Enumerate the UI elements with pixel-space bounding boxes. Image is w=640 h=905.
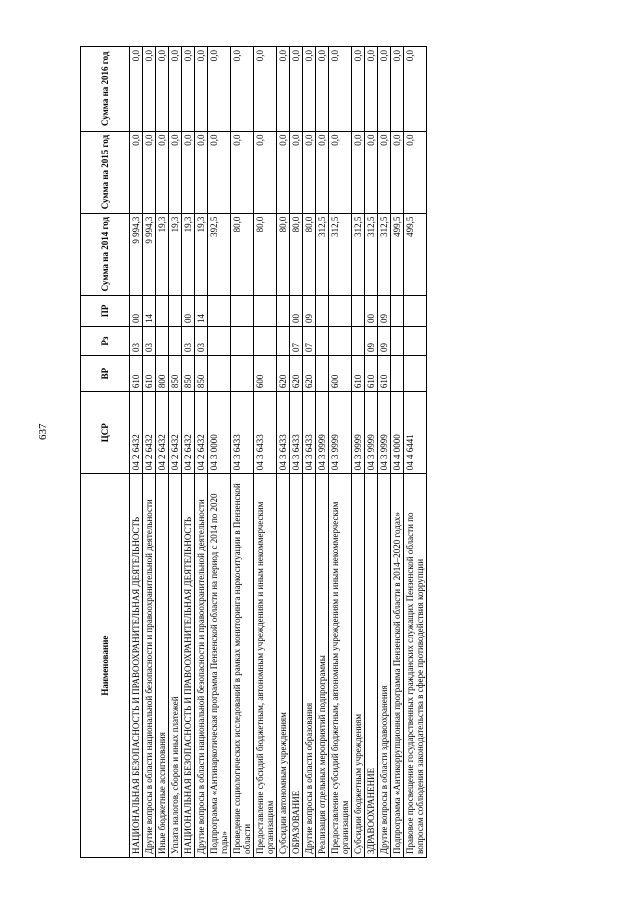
- cell-pr: [404, 295, 427, 326]
- cell-sum-2016: 0,0: [195, 47, 208, 132]
- cell-pr: [231, 295, 254, 326]
- cell-rz: [254, 327, 277, 356]
- cell-sum-2016: 0,0: [130, 47, 143, 132]
- cell-name: Правовое просвещение государственных гражданских служащих Пензенской области по вопросам соблюдения законодательства в сфере противодействия коррупции: [404, 474, 427, 858]
- cell-sum-2014: 19,3: [156, 213, 169, 295]
- header-sum-2016: Сумма на 2016 год: [81, 47, 130, 132]
- cell-sum-2015: 0,0: [365, 131, 378, 213]
- table-row: [208, 47, 231, 858]
- cell-vr: [208, 355, 231, 391]
- header-vr: ВР: [81, 355, 130, 391]
- table-row: [303, 47, 316, 858]
- cell-pr: 00: [182, 295, 195, 326]
- cell-pr: [254, 295, 277, 326]
- cell-vr: 610: [378, 355, 391, 391]
- cell-vr: 850: [182, 355, 195, 391]
- cell-csr: 04 3 6433: [254, 392, 277, 474]
- cell-vr: 610: [352, 355, 365, 391]
- table-row: [329, 47, 352, 858]
- cell-vr: [391, 355, 404, 391]
- cell-sum-2016: 0,0: [352, 47, 365, 132]
- header-name: Наименование: [81, 474, 130, 858]
- cell-sum-2015: 0,0: [143, 131, 156, 213]
- cell-sum-2014: 499,5: [404, 213, 427, 295]
- cell-name: Субсидии автономным учреждениям: [277, 474, 290, 858]
- cell-sum-2014: 312,5: [316, 213, 329, 295]
- cell-csr: 04 4 6441: [404, 392, 427, 474]
- cell-pr: [329, 295, 352, 326]
- cell-sum-2016: 0,0: [404, 47, 427, 132]
- cell-vr: 620: [277, 355, 290, 391]
- cell-rz: [316, 327, 329, 356]
- cell-vr: 620: [290, 355, 303, 391]
- cell-sum-2015: 0,0: [130, 131, 143, 213]
- cell-vr: 850: [169, 355, 182, 391]
- table-row: [143, 47, 156, 858]
- header-pr: ПР: [81, 295, 130, 326]
- cell-name: Другие вопросы в области национальной безопасности и правоохранительной деятельности: [143, 474, 156, 858]
- cell-pr: 14: [195, 295, 208, 326]
- cell-csr: 04 3 9999: [378, 392, 391, 474]
- cell-csr: 04 3 0000: [208, 392, 231, 474]
- cell-sum-2016: 0,0: [156, 47, 169, 132]
- cell-pr: 00: [130, 295, 143, 326]
- cell-csr: 04 4 0000: [391, 392, 404, 474]
- cell-sum-2015: 0,0: [254, 131, 277, 213]
- cell-pr: 14: [143, 295, 156, 326]
- cell-name: Субсидии бюджетным учреждениям: [352, 474, 365, 858]
- cell-rz: 03: [143, 327, 156, 356]
- cell-pr: [277, 295, 290, 326]
- cell-rz: 03: [130, 327, 143, 356]
- cell-name: Реализация отдельных мероприятий подпрограммы: [316, 474, 329, 858]
- table-row: [195, 47, 208, 858]
- cell-rz: 09: [365, 327, 378, 356]
- cell-sum-2015: 0,0: [169, 131, 182, 213]
- cell-pr: [208, 295, 231, 326]
- cell-sum-2016: 0,0: [254, 47, 277, 132]
- cell-rz: [329, 327, 352, 356]
- cell-sum-2014: 312,5: [378, 213, 391, 295]
- cell-sum-2014: 80,0: [277, 213, 290, 295]
- cell-sum-2015: 0,0: [182, 131, 195, 213]
- cell-sum-2014: 9 994,3: [130, 213, 143, 295]
- cell-sum-2015: 0,0: [378, 131, 391, 213]
- cell-sum-2016: 0,0: [231, 47, 254, 132]
- cell-name: НАЦИОНАЛЬНАЯ БЕЗОПАСНОСТЬ И ПРАВООХРАНИТЕЛЬНАЯ ДЕЯТЕЛЬНОСТЬ: [182, 474, 195, 858]
- cell-sum-2015: 0,0: [231, 131, 254, 213]
- cell-vr: 800: [156, 355, 169, 391]
- cell-sum-2014: 80,0: [254, 213, 277, 295]
- page-number: 637: [37, 423, 49, 440]
- cell-sum-2016: 0,0: [169, 47, 182, 132]
- cell-sum-2015: 0,0: [404, 131, 427, 213]
- cell-csr: 04 3 6433: [303, 392, 316, 474]
- cell-name: НАЦИОНАЛЬНАЯ БЕЗОПАСНОСТЬ И ПРАВООХРАНИТЕЛЬНАЯ ДЕЯТЕЛЬНОСТЬ: [130, 474, 143, 858]
- cell-sum-2016: 0,0: [329, 47, 352, 132]
- cell-name: Проведение социологических исследований в рамках мониторинга наркоситуации в Пензенской области: [231, 474, 254, 858]
- table-row: [365, 47, 378, 858]
- cell-sum-2016: 0,0: [143, 47, 156, 132]
- table-row: [404, 47, 427, 858]
- cell-csr: 04 3 9999: [316, 392, 329, 474]
- table-row: [231, 47, 254, 858]
- cell-sum-2015: 0,0: [156, 131, 169, 213]
- cell-sum-2015: 0,0: [352, 131, 365, 213]
- cell-rz: [169, 327, 182, 356]
- table-row: [182, 47, 195, 858]
- cell-rz: 07: [303, 327, 316, 356]
- cell-sum-2015: 0,0: [195, 131, 208, 213]
- cell-pr: 00: [290, 295, 303, 326]
- cell-name: Другие вопросы в области здравоохранения: [378, 474, 391, 858]
- cell-vr: [316, 355, 329, 391]
- cell-sum-2015: 0,0: [277, 131, 290, 213]
- cell-sum-2014: 392,5: [208, 213, 231, 295]
- cell-sum-2016: 0,0: [365, 47, 378, 132]
- table-row: [290, 47, 303, 858]
- cell-vr: [404, 355, 427, 391]
- cell-sum-2016: 0,0: [391, 47, 404, 132]
- table-row: [352, 47, 365, 858]
- cell-sum-2014: 19,3: [195, 213, 208, 295]
- cell-vr: 620: [303, 355, 316, 391]
- cell-csr: 04 2 6432: [143, 392, 156, 474]
- cell-name: Уплата налогов, сборов и иных платежей: [169, 474, 182, 858]
- cell-csr: 04 3 9999: [352, 392, 365, 474]
- cell-rz: [156, 327, 169, 356]
- cell-rz: [391, 327, 404, 356]
- table-row: [391, 47, 404, 858]
- table-header: [81, 47, 130, 858]
- cell-name: Предоставление субсидий бюджетным, автономным учреждениям и иным некоммерческим организациям: [254, 474, 277, 858]
- cell-csr: 04 3 6433: [231, 392, 254, 474]
- cell-sum-2015: 0,0: [208, 131, 231, 213]
- cell-name: Подпрограмма «Антинаркотическая программа Пензенской области на период с 2014 по 2020 годы»: [208, 474, 231, 858]
- cell-sum-2014: 312,5: [352, 213, 365, 295]
- header-rz: Рз: [81, 327, 130, 356]
- cell-sum-2014: 312,5: [329, 213, 352, 295]
- cell-rz: 07: [290, 327, 303, 356]
- table-row: [156, 47, 169, 858]
- cell-csr: 04 3 9999: [365, 392, 378, 474]
- cell-sum-2016: 0,0: [378, 47, 391, 132]
- cell-pr: 09: [303, 295, 316, 326]
- cell-sum-2014: 80,0: [290, 213, 303, 295]
- cell-sum-2016: 0,0: [303, 47, 316, 132]
- cell-name: Подпрограмма «Антикоррупционная программа Пензенской области в 2014–2020 годах»: [391, 474, 404, 858]
- cell-sum-2014: 19,3: [182, 213, 195, 295]
- cell-pr: [316, 295, 329, 326]
- cell-rz: 09: [378, 327, 391, 356]
- cell-rz: [277, 327, 290, 356]
- cell-csr: 04 2 6432: [195, 392, 208, 474]
- cell-vr: 610: [143, 355, 156, 391]
- budget-table-container: [80, 46, 580, 858]
- cell-vr: [231, 355, 254, 391]
- cell-sum-2015: 0,0: [303, 131, 316, 213]
- cell-pr: 00: [365, 295, 378, 326]
- cell-pr: [391, 295, 404, 326]
- cell-rz: 03: [195, 327, 208, 356]
- table-row: [130, 47, 143, 858]
- cell-vr: 610: [130, 355, 143, 391]
- header-sum-2014: Сумма на 2014 год: [81, 213, 130, 295]
- cell-pr: [169, 295, 182, 326]
- header-csr: ЦСР: [81, 392, 130, 474]
- cell-name: Другие вопросы в области образования: [303, 474, 316, 858]
- cell-sum-2014: 19,3: [169, 213, 182, 295]
- table-row: [316, 47, 329, 858]
- cell-sum-2014: 9 994,3: [143, 213, 156, 295]
- cell-name: Другие вопросы в области национальной безопасности и правоохранительной деятельности: [195, 474, 208, 858]
- cell-sum-2016: 0,0: [208, 47, 231, 132]
- cell-rz: [352, 327, 365, 356]
- cell-vr: 600: [254, 355, 277, 391]
- cell-csr: 04 3 6433: [290, 392, 303, 474]
- cell-sum-2015: 0,0: [316, 131, 329, 213]
- cell-name: ЗДРАВООХРАНЕНИЕ: [365, 474, 378, 858]
- header-sum-2015: Сумма на 2015 год: [81, 131, 130, 213]
- cell-sum-2015: 0,0: [391, 131, 404, 213]
- cell-sum-2015: 0,0: [290, 131, 303, 213]
- cell-sum-2014: 499,5: [391, 213, 404, 295]
- cell-sum-2015: 0,0: [329, 131, 352, 213]
- cell-rz: [208, 327, 231, 356]
- table-body: [130, 47, 427, 858]
- table-row: [254, 47, 277, 858]
- cell-rz: 03: [182, 327, 195, 356]
- cell-csr: 04 2 6432: [156, 392, 169, 474]
- cell-csr: 04 2 6432: [182, 392, 195, 474]
- table-row: [378, 47, 391, 858]
- cell-rz: [404, 327, 427, 356]
- cell-name: Иные бюджетные ассигнования: [156, 474, 169, 858]
- cell-vr: 850: [195, 355, 208, 391]
- cell-rz: [231, 327, 254, 356]
- cell-sum-2014: 312,5: [365, 213, 378, 295]
- cell-vr: 600: [329, 355, 352, 391]
- cell-vr: 610: [365, 355, 378, 391]
- table-row: [277, 47, 290, 858]
- cell-pr: [352, 295, 365, 326]
- cell-name: ОБРАЗОВАНИЕ: [290, 474, 303, 858]
- budget-table: [80, 46, 427, 858]
- cell-csr: 04 3 9999: [329, 392, 352, 474]
- cell-sum-2014: 80,0: [303, 213, 316, 295]
- cell-csr: 04 3 6433: [277, 392, 290, 474]
- cell-sum-2016: 0,0: [277, 47, 290, 132]
- cell-sum-2016: 0,0: [182, 47, 195, 132]
- cell-sum-2016: 0,0: [316, 47, 329, 132]
- cell-sum-2016: 0,0: [290, 47, 303, 132]
- cell-sum-2014: 80,0: [231, 213, 254, 295]
- cell-csr: 04 2 6432: [130, 392, 143, 474]
- cell-pr: [156, 295, 169, 326]
- table-row: [169, 47, 182, 858]
- cell-csr: 04 2 6432: [169, 392, 182, 474]
- cell-name: Предоставление субсидий бюджетным, автономным учреждениям и иным некоммерческим организациям: [329, 474, 352, 858]
- cell-pr: 09: [378, 295, 391, 326]
